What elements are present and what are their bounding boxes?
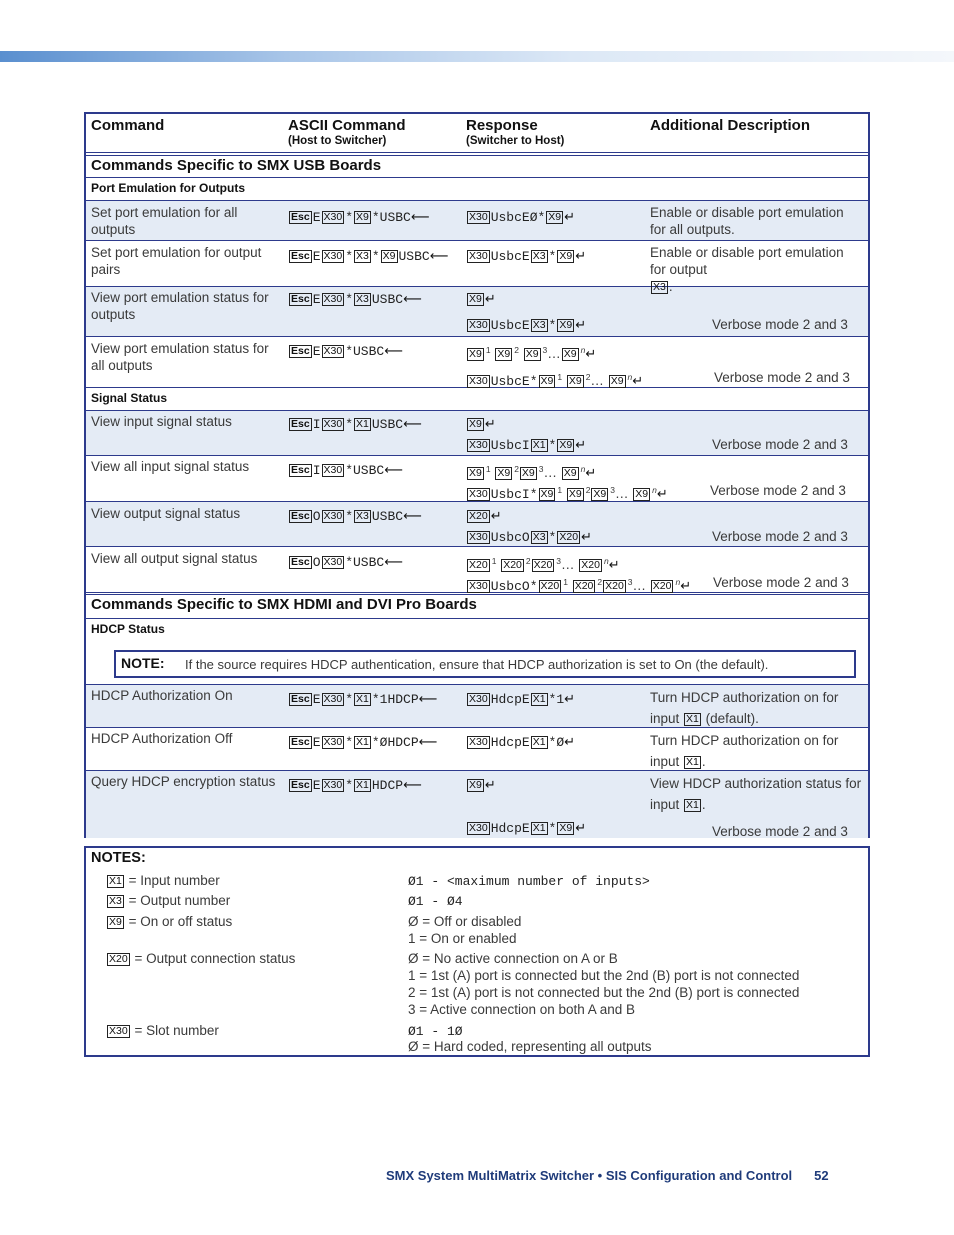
verbose-label: Verbose mode 2 and 3 [712, 317, 848, 332]
note-value: 1 = 1st (A) port is connected but the 2nd (B) port is not connected [408, 968, 800, 983]
verbose-label: Verbose mode 2 and 3 [712, 529, 848, 544]
ascii-command: Esc E X30 * X1 HDCP⟵ [291, 778, 422, 793]
row-command: View all input signal status [91, 459, 250, 474]
response: X9 ↵ [469, 292, 496, 307]
note-var-x3: X3 = Output number [109, 893, 231, 908]
response: X9 ↵ [469, 417, 496, 432]
row-command: View port emulation status for outputs [91, 290, 269, 322]
note-value: 3 = Active connection on both A and B [408, 1002, 636, 1017]
subsection-signal-status: Signal Status [91, 391, 168, 405]
row-command: Set port emulation for output pairs [91, 245, 262, 277]
row-command: View all output signal status [91, 551, 258, 566]
verbose-label: Verbose mode 2 and 3 [712, 824, 848, 839]
col-header-description: Additional Description [650, 117, 811, 134]
section-title-usb: Commands Specific to SMX USB Boards [91, 157, 382, 174]
section-title-hdmi: Commands Specific to SMX HDMI and DVI Pro Boards [91, 596, 477, 613]
note-value: Ø = Off or disabled [408, 914, 522, 929]
response-verbose: X30 UsbcO X3 * X20 ↵ [469, 530, 592, 545]
row-command: HDCP Authorization Off [91, 731, 233, 746]
response: X30 UsbcEØ* X9 ↵ [469, 210, 576, 225]
response: X20 $^1$ X20 $^2$ X20 $^3$… X20 $^n$↵ [469, 556, 620, 573]
note-box [114, 650, 856, 678]
response-verbose: X30 UsbcI X1 * X9 ↵ [469, 438, 587, 453]
row-command: Query HDCP encryption status [91, 774, 276, 789]
ascii-command: Esc E X30 * X3 USBC⟵ [291, 292, 422, 307]
note-value: 1 = On or enabled [408, 931, 517, 946]
row-command: Set port emulation for all outputs [91, 205, 238, 237]
col-header-ascii: ASCII Command [288, 117, 406, 134]
notes-title: NOTES: [91, 850, 146, 866]
note-value: Ø1 - Ø4 [408, 894, 463, 909]
col-subheader-response: (Switcher to Host) [466, 135, 565, 147]
ascii-command: Esc E X30 *USBC⟵ [291, 344, 403, 359]
verbose-label: Verbose mode 2 and 3 [710, 483, 846, 498]
row-description: Enable or disable port emulation for all outputs. [650, 205, 844, 237]
subsection-hdcp-status: HDCP Status [91, 622, 165, 636]
ascii-command: Esc E X30 * X9 *USBC⟵ [291, 210, 430, 225]
command-table [84, 112, 870, 838]
verbose-label: Verbose mode 2 and 3 [714, 370, 850, 385]
verbose-label: Verbose mode 2 and 3 [713, 575, 849, 590]
note-value: Ø1 - 1Ø [408, 1024, 463, 1039]
response: X9 ↵ [469, 778, 496, 793]
note-text: If the source requires HDCP authentication, ensure that HDCP authorization is set to On (the default). [185, 657, 769, 672]
row-command: HDCP Authorization On [91, 688, 233, 703]
header-band [0, 51, 954, 62]
ascii-command: Esc E X30 * X1 *ØHDCP⟵ [291, 735, 438, 750]
page-footer [386, 1168, 829, 1183]
response-verbose: X30 HdcpE X1 * X9 ↵ [469, 821, 587, 836]
response-verbose: X30 UsbcO* X20 $^1$ X20 $^2$ X20 $^3$… X20 $^n$↵ [469, 577, 692, 594]
row-description: Turn HDCP authorization on for input X1 (default). [650, 690, 839, 726]
page-number: 52 [814, 1168, 829, 1183]
note-var-x30: X30 = Slot number [109, 1023, 219, 1038]
note-var-x9: X9 = On or off status [109, 914, 233, 929]
row-description: Turn HDCP authorization on for input X1 . [650, 733, 839, 769]
response: X20 ↵ [469, 509, 502, 524]
ascii-command: Esc I X30 *USBC⟵ [291, 463, 403, 478]
subsection-port-emulation: Port Emulation for Outputs [91, 181, 245, 195]
response-verbose: X30 UsbcI* X9 $^1$ X9 $^2$ X9 $^3$… X9 $^n$↵ [469, 485, 668, 502]
response: X30 HdcpE X1 *Ø↵ [469, 735, 576, 750]
note-value: Ø1 - <maximum number of inputs> [408, 874, 650, 889]
response: X30 UsbcE X3 * X9 ↵ [469, 249, 587, 264]
col-header-response: Response [466, 117, 538, 134]
response-verbose: X30 UsbcE X3 * X9 ↵ [469, 318, 587, 333]
row-command: View output signal status [91, 506, 241, 521]
note-var-x20: X20 = Output connection status [109, 951, 296, 966]
note-value: Ø = Hard coded, representing all outputs [408, 1039, 652, 1054]
ascii-command: Esc O X30 * X3 USBC⟵ [291, 509, 422, 524]
note-value: 2 = 1st (A) port is not connected but the 2nd (B) port is connected [408, 985, 800, 1000]
response: X30 HdcpE X1 *1↵ [469, 692, 576, 707]
response-verbose: X30 UsbcE* X9 $^1$ X9 $^2$… X9 $^n$↵ [469, 372, 644, 389]
ascii-command: Esc E X30 * X3 * X9 USBC⟵ [291, 249, 449, 264]
col-subheader-ascii: (Host to Switcher) [288, 135, 387, 147]
response: X9 $^1$ X9 $^2$ X9 $^3$… X9 $^n$↵ [469, 464, 597, 481]
notes-box [84, 846, 870, 1057]
ascii-command: Esc E X30 * X1 *1HDCP⟵ [291, 692, 438, 707]
row-command: View input signal status [91, 414, 232, 429]
ascii-command: Esc O X30 *USBC⟵ [291, 555, 403, 570]
footer-text: SMX System MultiMatrix Switcher • SIS Configuration and Control [386, 1168, 793, 1183]
row-description: Enable or disable port emulation for output X3 . [650, 245, 844, 294]
note-value: Ø = No active connection on A or B [408, 951, 618, 966]
row-command: View port emulation status for all outputs [91, 341, 269, 373]
note-label: NOTE: [121, 655, 165, 671]
row-description: View HDCP authorization status for input X1 . [650, 776, 862, 812]
response: X9 $^1$ X9 $^2$ X9 $^3$… X9 $^n$↵ [469, 345, 597, 362]
ascii-command: Esc I X30 * X1 USBC⟵ [291, 417, 422, 432]
col-header-command: Command [91, 117, 165, 134]
verbose-label: Verbose mode 2 and 3 [712, 437, 848, 452]
note-var-x1: X1 = Input number [109, 873, 220, 888]
